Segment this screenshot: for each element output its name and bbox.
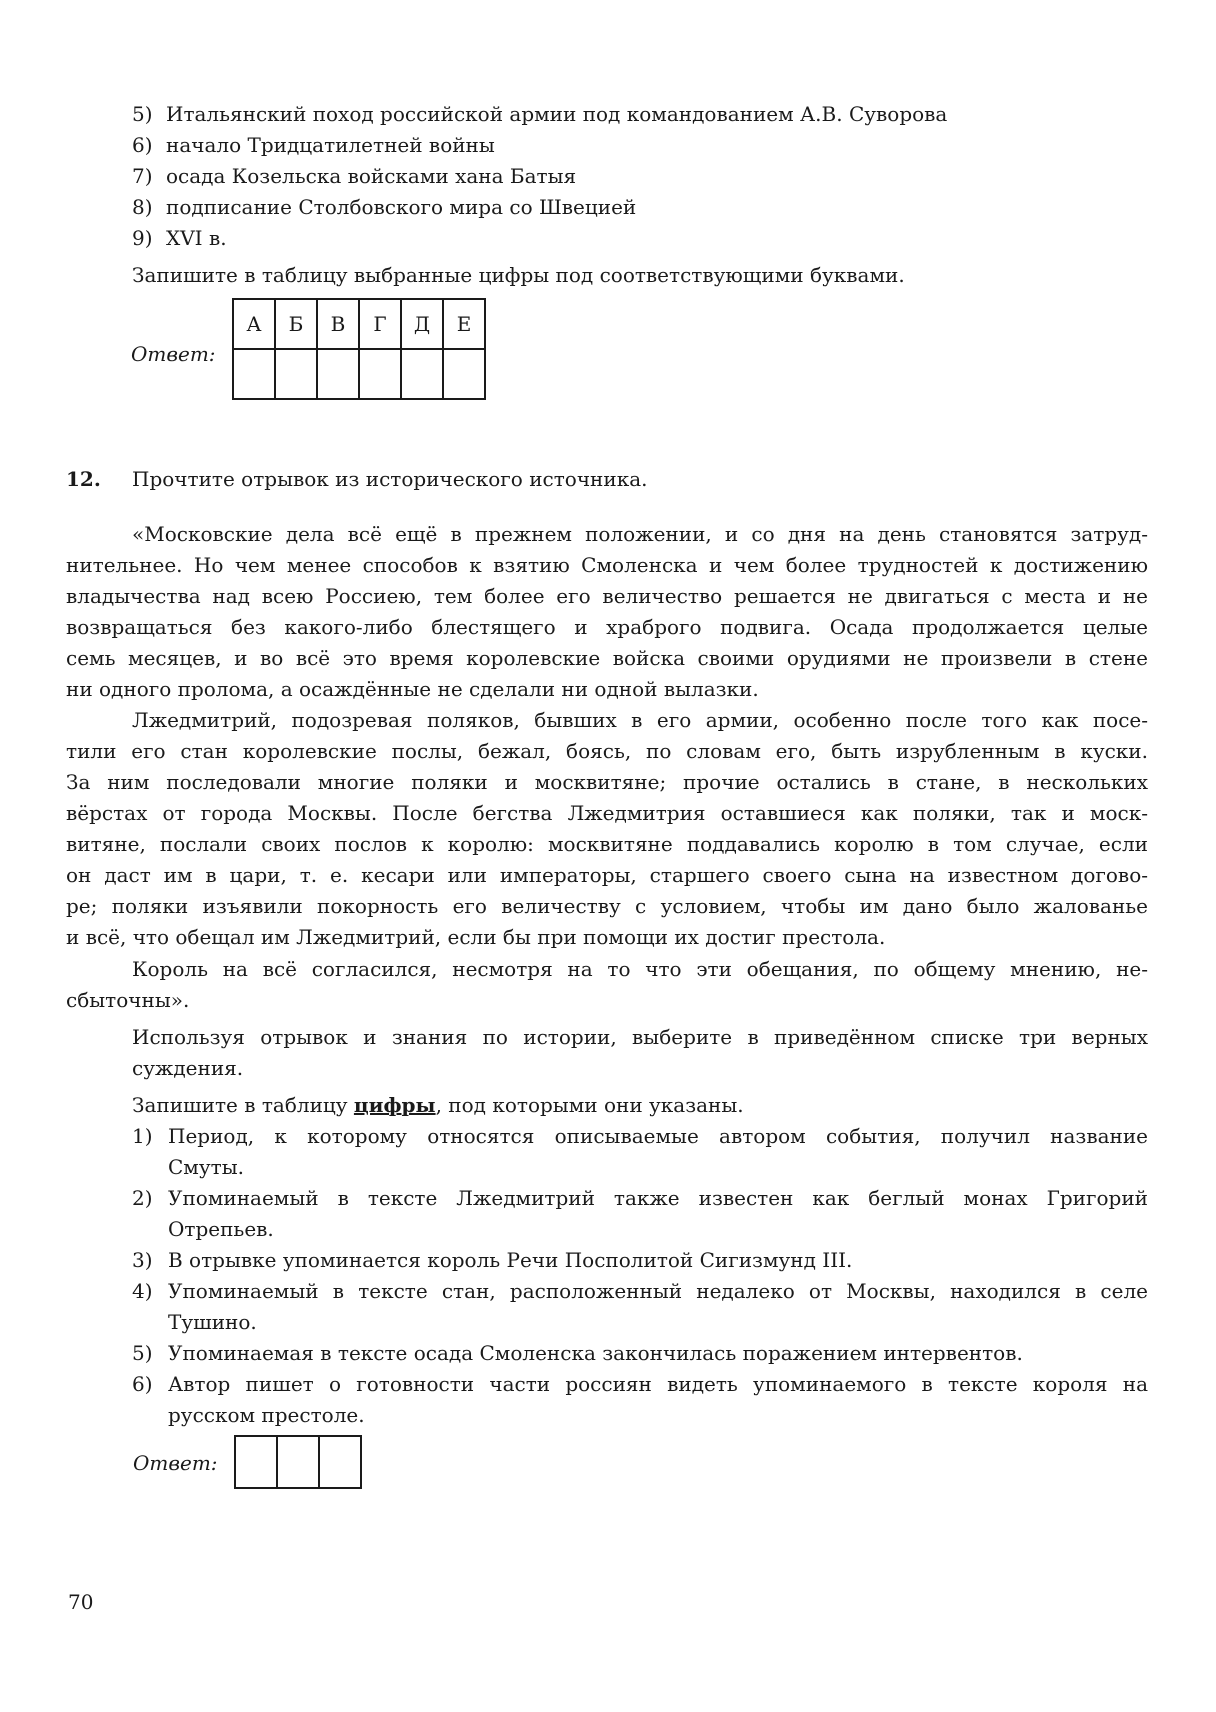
answer-input-cell[interactable]: [319, 1436, 361, 1488]
table-letter-cell: Б: [275, 299, 317, 349]
option-number: 4): [132, 1279, 153, 1303]
option-text-cont: русском престоле.: [168, 1403, 365, 1427]
answer-input-cell[interactable]: [233, 349, 275, 399]
list-item-number: 7): [132, 164, 153, 188]
list-item-number: 6): [132, 133, 153, 157]
answer-input-cell[interactable]: [275, 349, 317, 399]
option-number: 1): [132, 1124, 153, 1148]
list-item: [132, 226, 227, 250]
instruction-text: Запишите в таблицу выбранные цифры под соответствующими буквами.: [132, 263, 905, 287]
source-line: сбыточны».: [66, 988, 190, 1012]
answer-input-cell[interactable]: [401, 349, 443, 399]
answer-input-cell[interactable]: [359, 349, 401, 399]
option-text: Автор пишет о готовности части россиян видеть упоминаемого в тексте короля на: [168, 1372, 1148, 1396]
task-number: 12.: [66, 467, 101, 491]
source-line: ни одного пролома, а осаждённые не сделали ни одной вылазки.: [66, 677, 759, 701]
answer-label: Ответ:: [131, 342, 216, 366]
source-line: Король на всё согласился, несмотря на то что эти обещания, по общему мнению, не-: [132, 957, 1148, 981]
instruction-text: [132, 1093, 744, 1117]
instruction-post: , под которыми они указаны.: [435, 1093, 744, 1117]
list-item: [132, 164, 576, 188]
answer-input-cell[interactable]: [277, 1436, 319, 1488]
list-item: [132, 102, 947, 126]
option-text-cont: Тушино.: [168, 1310, 257, 1334]
answer-table: [234, 1435, 362, 1489]
source-line: ре; поляки изъявили покорность его величеству с условием, чтобы им дано было жалованье: [66, 894, 1148, 918]
source-line: Лжедмитрий, подозревая поляков, бывших в его армии, особенно после того как посе-: [132, 708, 1148, 732]
source-line: За ним последовали многие поляки и москвитяне; прочие остались в стане, в нескольких: [66, 770, 1148, 794]
source-line: возвращаться без какого-либо блестящего и храброго подвига. Осада продолжается целые: [66, 615, 1148, 639]
page-number: 70: [68, 1590, 94, 1614]
source-line: он даст им в цари, т. е. кесари или императоры, старшего своего сына на известном догово-: [66, 863, 1148, 887]
option-text: В отрывке упоминается король Речи Посполитой Сигизмунд III.: [168, 1248, 853, 1272]
instruction-pre: Запишите в таблицу: [132, 1093, 354, 1117]
source-line: витяне, послали своих послов к королю: москвитяне поддавались королю в том случае, если: [66, 832, 1148, 856]
source-line: «Московские дела всё ещё в прежнем положении, и со дня на день становятся затруд-: [132, 522, 1148, 546]
option-text-cont: Смуты.: [168, 1155, 244, 1179]
option-text: Упоминаемый в тексте стан, расположенный недалеко от Москвы, находился в селе: [168, 1279, 1148, 1303]
source-line: владычества над всею Россиею, тем более его величество решается не двигаться с места и не: [66, 584, 1148, 608]
option-text: Упоминаемая в тексте осада Смоленска закончилась поражением интервентов.: [168, 1341, 1023, 1365]
source-line: нительнее. Но чем менее способов к взятию Смоленска и чем более трудностей к достижению: [66, 553, 1148, 577]
option-number: 5): [132, 1341, 153, 1365]
option-text: Упоминаемый в тексте Лжедмитрий также известен как беглый монах Григорий: [168, 1186, 1148, 1210]
answer-label: Ответ:: [133, 1451, 218, 1475]
list-item-text: XVI в.: [166, 226, 227, 250]
table-letter-cell: Д: [401, 299, 443, 349]
option-text: Период, к которому относятся описываемые автором события, получил название: [168, 1124, 1148, 1148]
table-letter-cell: А: [233, 299, 275, 349]
list-item-text: осада Козельска войсками хана Батыя: [166, 164, 577, 188]
list-item-number: 8): [132, 195, 153, 219]
question-line: Используя отрывок и знания по истории, выберите в приведённом списке три верных: [132, 1025, 1148, 1049]
source-line: тили его стан королевские послы, бежал, боясь, по словам его, быть изрубленным в куски.: [66, 739, 1148, 763]
list-item: [132, 195, 636, 219]
option-number: 3): [132, 1248, 153, 1272]
option-number: 6): [132, 1372, 153, 1396]
task-title: Прочтите отрывок из исторического источника.: [132, 467, 648, 491]
list-item-number: 9): [132, 226, 153, 250]
table-letter-cell: В: [317, 299, 359, 349]
list-item-text: подписание Столбовского мира со Швецией: [166, 195, 637, 219]
option-number: 2): [132, 1186, 153, 1210]
list-item-number: 5): [132, 102, 153, 126]
answer-input-cell[interactable]: [235, 1436, 277, 1488]
table-letter-cell: Г: [359, 299, 401, 349]
answer-table: [232, 298, 486, 400]
option-text-cont: Отрепьев.: [168, 1217, 274, 1241]
answer-input-cell[interactable]: [443, 349, 485, 399]
source-line: и всё, что обещал им Лжедмитрий, если бы при помощи их достиг престола.: [66, 925, 886, 949]
list-item-text: Итальянский поход российской армии под командованием А.В. Суворова: [166, 102, 948, 126]
list-item-text: начало Тридцатилетней войны: [166, 133, 495, 157]
answer-input-cell[interactable]: [317, 349, 359, 399]
source-line: семь месяцев, и во всё это время королевские войска своими орудиями не произвели в стене: [66, 646, 1148, 670]
source-line: вёрстах от города Москвы. После бегства Лжедмитрия оставшиеся как поляки, так и моск-: [66, 801, 1148, 825]
list-item: [132, 133, 495, 157]
table-letter-cell: Е: [443, 299, 485, 349]
instruction-bold: цифры: [353, 1093, 436, 1117]
question-line: суждения.: [132, 1056, 244, 1080]
